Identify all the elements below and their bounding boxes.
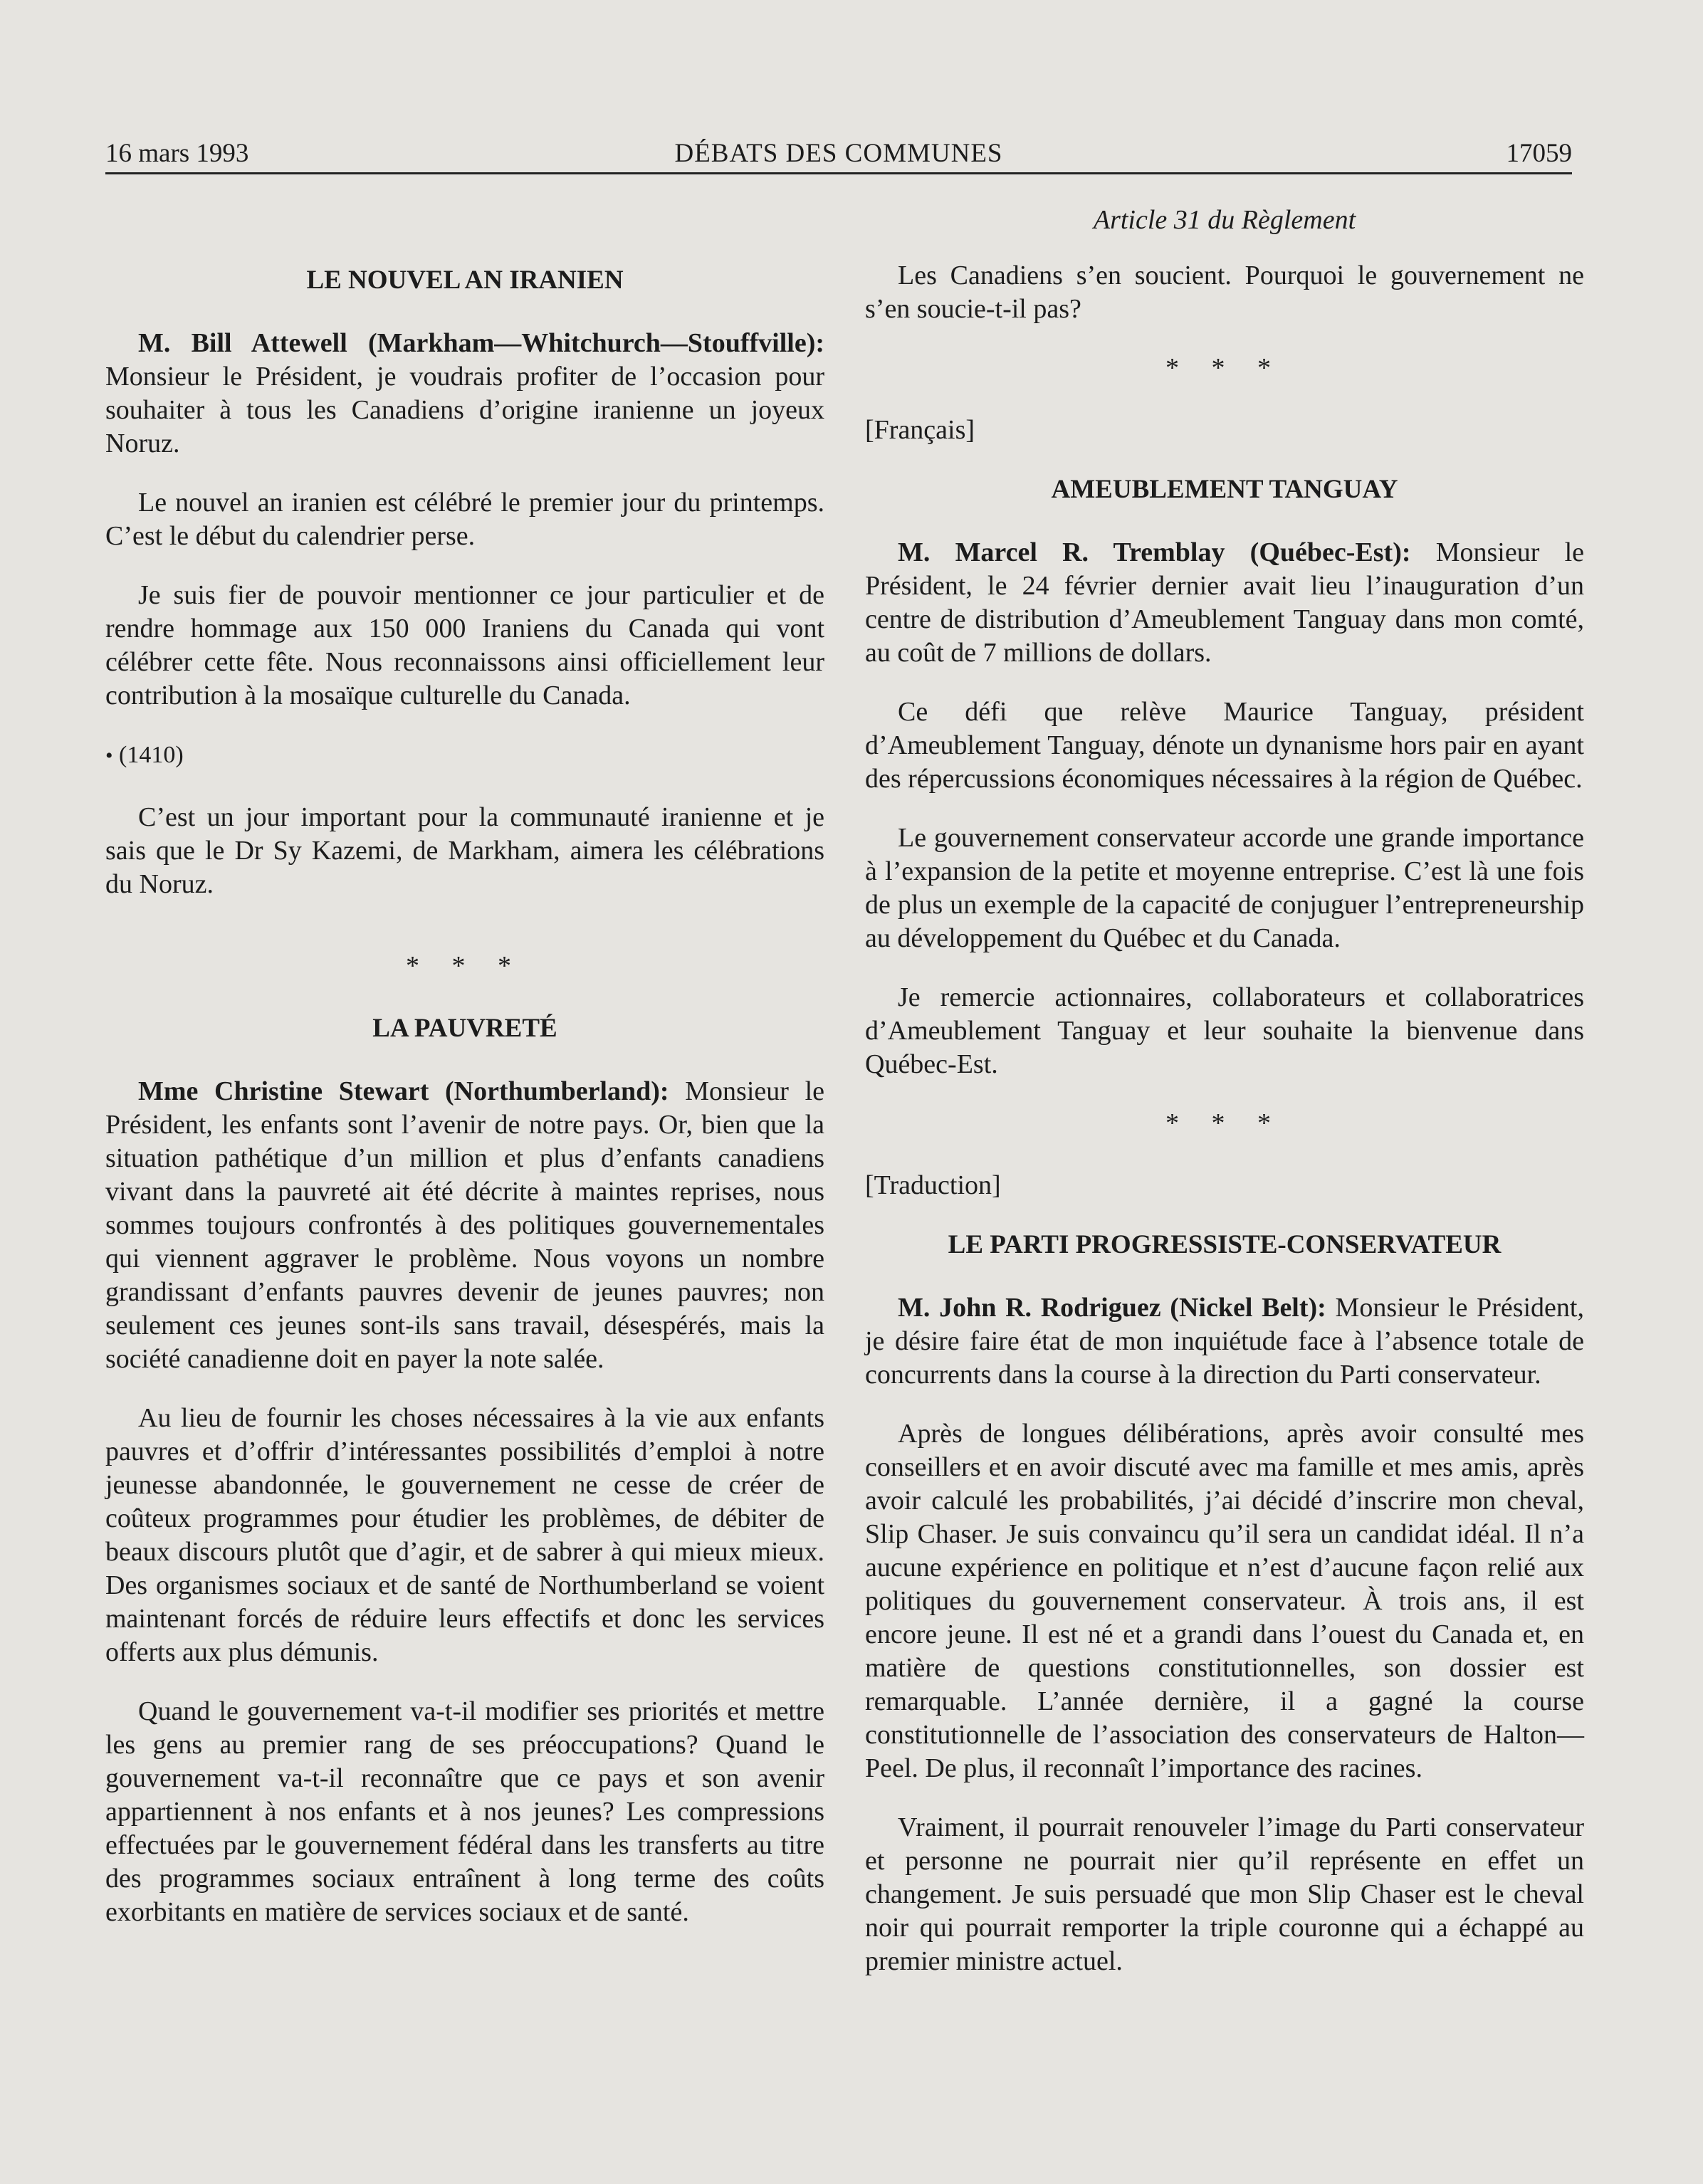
- paragraph: Au lieu de fournir les choses nécessaires à la vie aux enfants pauvres et d’offrir d’intéressantes possibilités d’emploi à notre jeunesse abandonnée, le gouvernement ne cesse de créer de coûteux programmes pour étudier les problèmes, de débiter de beaux discours plutôt que d’agir, et de sabrer à qui mieux mieux. Des organismes sociaux et de santé de Northumberland se voient maintenant forcés de réduire leurs effectifs et donc les services offerts aux plus démunis.: [105, 1403, 824, 1667]
- right-column: [865, 206, 1584, 2004]
- paragraph: [105, 327, 824, 461]
- paragraph: Le gouvernement conservateur accorde une grande importance à l’expansion de la petite et moyenne entreprise. C’est là une fois de plus un exemple de la capacité de conjuguer l’entrepreneurship au développement du Québec et du Canada.: [865, 823, 1584, 953]
- page-number: 17059: [1506, 139, 1572, 168]
- paragraph: Vraiment, il pourrait renouveler l’image du Parti conservateur et personne ne pourrait nier qu’il représente en effet un changement. Je suis persuadé que mon Slip Chaser est le cheval noir qui pourrait remporter la triple couronne qui a échappé au premier ministre actuel.: [865, 1812, 1584, 1976]
- language-marker: [Français]: [865, 415, 975, 445]
- paragraph: Après de longues délibérations, après avoir consulté mes conseillers et en avoir discuté avec ma famille et mes amis, après avoir calculé les probabilités, j’ai décidé d’inscrire mon cheval, Slip Chaser. Je suis convaincu qu’il sera un candidat idéal. Il n’a aucune expérience en politique et n’est d’aucune façon relié aux politiques du gouvernement conservateur. À trois ans, il est encore jeune. Il est né et a grandi dans l’ouest du Canada et, en matière de questions constitutionnelles, son dossier est remarquable. L’année dernière, il a gagné la course constitutionnelle de l’association des conservateurs de Halton—Peel. De plus, il reconnaît l’importance des racines.: [865, 1419, 1584, 1783]
- section-separator: * * *: [1165, 353, 1284, 383]
- section-title-nouvel-an-iranien: LE NOUVEL AN IRANIEN: [306, 266, 624, 295]
- paragraph-text: Monsieur le Président, les enfants sont l’avenir de notre pays. Or, bien que la situation pathétique d’un million et plus d’enfants canadiens vivant dans la pauvreté ait été décrite à maintes reprises, nous sommes toujours confrontés à des politiques gouvernementales qui viennent aggraver le problème. Nous voyons un nombre grandissant d’enfants pauvres devenir de jeunes pauvres; non seulement ces jeunes sont-ils sans travail, désespérés, mais la société canadienne doit en payer la note salée.: [105, 1076, 825, 1374]
- paragraph: Ce défi que relève Maurice Tanguay, président d’Ameublement Tanguay, dénote un dynanisme hors pair en ayant des répercussions économiques nécessaires à la région de Québec.: [865, 697, 1584, 794]
- paragraph: [105, 1075, 824, 1376]
- header-title: DÉBATS DES COMMUNES: [674, 139, 1003, 168]
- paragraph: Les Canadiens s’en soucient. Pourquoi le gouvernement ne s’en soucie-t-il pas?: [865, 261, 1584, 324]
- paragraph-text: Monsieur le Président, je désire faire état de mon inquiétude face à l’absence totale de concurrents dans la course à la direction du Parti conservateur.: [865, 1293, 1584, 1390]
- paragraph: Le nouvel an iranien est célébré le premier jour du printemps. C’est le début du calendrier perse.: [105, 488, 824, 551]
- paragraph: C’est un jour important pour la communauté iranienne et je sais que le Dr Sy Kazemi, de Markham, aimera les célébrations du Noruz.: [105, 802, 824, 899]
- rubric: Article 31 du Règlement: [1093, 205, 1356, 235]
- section-title-ameublement-tanguay: AMEUBLEMENT TANGUAY: [1051, 475, 1398, 504]
- section-title-parti-progressiste-conservateur: LE PARTI PROGRESSISTE-CONSERVATEUR: [948, 1230, 1502, 1259]
- time-marker: [105, 738, 824, 772]
- time-text: (1410): [119, 742, 184, 768]
- paragraph-text: Monsieur le Président, le 24 février dernier avait lieu l’inauguration d’un centre de distribution d’Ameublement Tanguay dans mon comté, au coût de 7 millions de dollars.: [865, 537, 1584, 668]
- speaker-name: M. Bill Attewell (Markham—Whitchurch—Stouffville):: [138, 328, 824, 358]
- speaker-name: Mme Christine Stewart (Northumberland):: [138, 1076, 669, 1106]
- paragraph: Je suis fier de pouvoir mentionner ce jour particulier et de rendre hommage aux 150 000 Iraniens du Canada qui vont célébrer cette fête. Nous reconnaissons ainsi officiellement leur contribution à la mosaïque culturelle du Canada.: [105, 580, 824, 710]
- speaker-name: M. Marcel R. Tremblay (Québec-Est):: [898, 537, 1411, 567]
- paragraph: Je remercie actionnaires, collaborateurs et collaboratrices d’Ameublement Tanguay et leur souhaite la bienvenue dans Québec-Est.: [865, 982, 1584, 1079]
- left-column: [105, 206, 824, 1955]
- speaker-name: M. John R. Rodriguez (Nickel Belt):: [898, 1293, 1326, 1323]
- bullet-dot: •: [105, 744, 113, 767]
- section-title-pauvrete: LA PAUVRETÉ: [372, 1014, 557, 1043]
- language-marker: [Traduction]: [865, 1170, 1001, 1200]
- section-separator: * * *: [406, 951, 524, 981]
- paragraph: Quand le gouvernement va-t-il modifier ses priorités et mettre les gens au premier rang de ses préoccupations? Quand le gouvernement va-t-il reconnaître que ce pays et son avenir appartiennent à nos enfants et à nos jeunes? Les compressions effectuées par le gouvernement fédéral dans les transferts au titre des programmes sociaux entraînent à long terme des coûts exorbitants en matière de services sociaux et de santé.: [105, 1696, 824, 1927]
- header-date: 16 mars 1993: [105, 139, 249, 168]
- paragraph: [865, 536, 1584, 670]
- paragraph: [865, 1291, 1584, 1392]
- section-separator: * * *: [1165, 1108, 1284, 1138]
- paragraph-text: Monsieur le Président, je voudrais profiter de l’occasion pour souhaiter à tous les Canadiens d’origine iranienne un joyeux Noruz.: [105, 362, 824, 458]
- page-header: [105, 134, 1572, 174]
